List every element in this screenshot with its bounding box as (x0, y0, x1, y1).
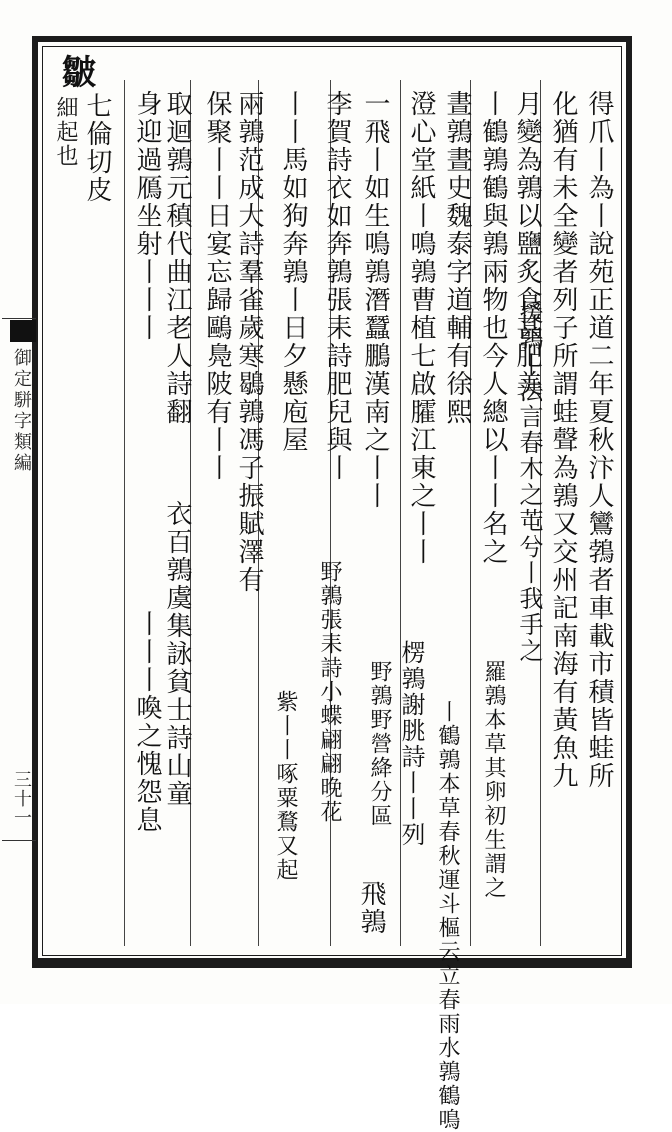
text-column: 丨鶴鶉本草春秋運斗樞云立春雨水鶉鶴鳴 (435, 700, 460, 1132)
heading-fanqie (82, 92, 112, 204)
fore-edge (2, 320, 34, 840)
page-number: 三十一 (11, 770, 32, 827)
heading-char: 皺 (62, 53, 96, 93)
text-column: 兩鶉范成大詩羣雀歲寒鶡鶉馮子振賦澤有 (234, 90, 264, 594)
fore-edge-rule (2, 318, 36, 319)
text-column: 保聚丨丨日宴忘歸鷗鳧陂有丨丨 (202, 90, 232, 482)
text-column: 衣百鶉虞集詠貧士詩山童 (162, 500, 192, 808)
book-title: 御定駢字類編 (11, 348, 32, 474)
text-column: 身迎過鴈坐射丨丨丨 (132, 90, 162, 342)
text-column: 取迴鶉元稹代曲江老人詩翻 (162, 90, 192, 426)
bottom-border-band (32, 958, 632, 968)
text-column: 化猶有未全變者列子所謂蛙聲為鶉又交州記南海有黃魚九 (548, 90, 578, 790)
text-column: 紫丨丨啄粟鶩又起 (273, 690, 298, 882)
text-column: 羅鶉本草其卵初生謂之 (481, 660, 506, 900)
text-column: 一飛丨如生鳴鶉潛蠶鵬漢南之丨丨 (360, 90, 390, 510)
fore-edge-rule (2, 840, 36, 841)
text-column: 李賀詩衣如奔鶉張耒詩肥兒與丨 (322, 90, 352, 482)
text-column: 援鶉丨法言春木之芚兮丨我手之 (515, 300, 543, 664)
fanqie-char: 倫 (82, 120, 112, 148)
text-column: 丨丨馬如狗奔鶉丨日夕懸庖屋 (278, 90, 308, 454)
text-column: 野鶉張耒詩小蝶翩翩晚花 (317, 560, 342, 824)
column-rule (124, 80, 125, 946)
fanqie-char: 七 (82, 92, 112, 120)
text-column: 楞鶉謝朓詩丨丨列 (397, 640, 425, 848)
text-column: 晝鶉晝史魏泰字道輔有徐熙 (442, 90, 472, 426)
text-column: 野鶉野營絳分區 (367, 660, 392, 828)
fanqie-char: 切 (82, 148, 112, 176)
text-column: 丨丨丨喚之愧怨息 (132, 610, 162, 834)
heading-note: 細起也 (53, 96, 78, 168)
fore-edge-fishtail (10, 320, 36, 342)
fanqie-char: 皮 (82, 176, 112, 204)
text-column: 丨鶴鶉鶴與鶉兩物也今人總以丨丨名之 (478, 90, 508, 566)
text-column: 飛鶉 (356, 880, 386, 936)
text-column: 月變為鶉以鹽炙食甚肥美 (512, 90, 542, 398)
text-column: 得爪丨為丨說苑正道二年夏秋汴人鸞鵓者車載市積皆蛙所 (584, 90, 614, 790)
text-column: 澄心堂紙丨鳴鶉曹植七啟臛江東之丨丨 (406, 90, 436, 566)
